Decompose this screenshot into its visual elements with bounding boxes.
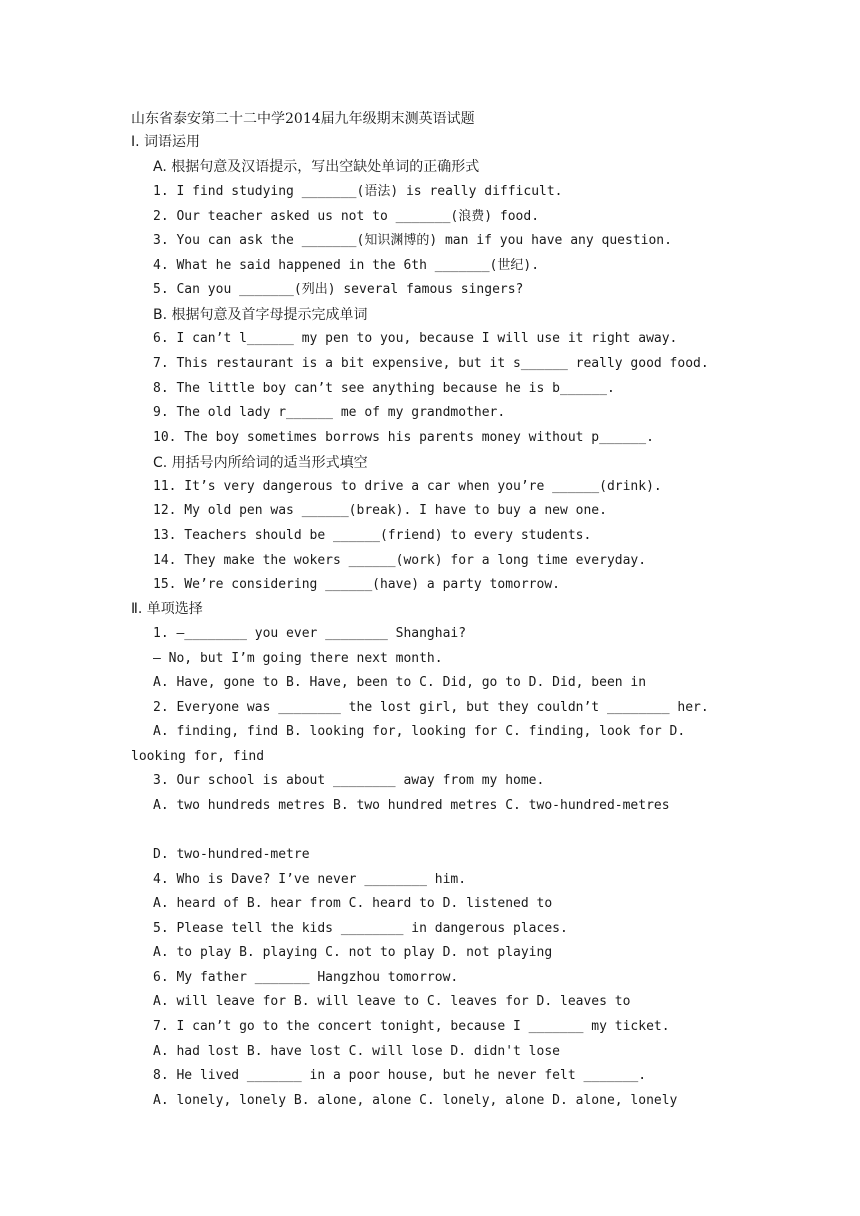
question-line: 9. The old lady r______ me of my grandmother. [153,405,506,420]
question-line: 1. I find studying _______(语法) is really difficult. [153,184,563,199]
question-line: 3. Our school is about ________ away from my home. [153,773,545,788]
question-line: 4. What he said happened in the 6th _______(世纪). [153,258,540,273]
question-line: 5. Can you _______(列出) several famous singers? [153,282,524,297]
options-line-continued: D. two-hundred-metre [153,847,310,862]
options-line: A. Have, gone to B. Have, been to C. Did, go to D. Did, been in [153,675,647,690]
options-line-continued: looking for, find [131,749,265,764]
page-title: 山东省泰安第二十二中学2014届九年级期末测英语试题 [131,111,475,127]
question-line: 11. It’s very dangerous to drive a car when you’re ______(drink). [153,479,662,494]
question-line: 6. I can’t l______ my pen to you, because I will use it right away. [153,331,678,346]
part-c-heading: C. 用括号内所给词的适当形式填空 [153,455,368,471]
options-line: A. will leave for B. will leave to C. leaves for D. leaves to [153,994,631,1009]
question-line: 3. You can ask the _______(知识渊博的) man if you have any question. [153,233,672,248]
options-line: A. heard of B. hear from C. heard to D. listened to [153,896,553,911]
options-line: A. to play B. playing C. not to play D. not playing [153,945,553,960]
question-line: 2. Everyone was ________ the lost girl, but they couldn’t ________ her. [153,700,709,715]
question-line: 1. —________ you ever ________ Shanghai? [153,626,467,641]
question-line: 7. This restaurant is a bit expensive, but it s______ really good food. [153,356,709,371]
options-line: A. had lost B. have lost C. will lose D. didn't lose [153,1044,560,1059]
answer-line: — No, but I’m going there next month. [153,651,443,666]
question-line: 14. They make the wokers ______(work) for a long time everyday. [153,553,647,568]
section-1-heading: Ⅰ. 词语运用 [131,134,201,150]
options-line: A. finding, find B. looking for, looking for C. finding, look for D. [153,724,686,739]
question-line: 15. We’re considering ______(have) a party tomorrow. [153,577,560,592]
question-line: 8. He lived _______ in a poor house, but he never felt _______. [153,1068,647,1083]
options-line: A. lonely, lonely B. alone, alone C. lonely, alone D. alone, lonely [153,1093,678,1108]
question-line: 4. Who is Dave? I’ve never ________ him. [153,872,467,887]
part-b-heading: B. 根据句意及首字母提示完成单词 [153,307,368,323]
options-line: A. two hundreds metres B. two hundred metres C. two-hundred-metres [153,798,670,813]
question-line: 7. I can’t go to the concert tonight, because I _______ my ticket. [153,1019,670,1034]
question-line: 6. My father _______ Hangzhou tomorrow. [153,970,459,985]
question-line: 2. Our teacher asked us not to _______(浪费) food. [153,209,540,224]
question-line: 10. The boy sometimes borrows his parents money without p______. [153,430,654,445]
question-line: 13. Teachers should be ______(friend) to every students. [153,528,592,543]
question-line: 8. The little boy can’t see anything because he is b______. [153,381,615,396]
part-a-heading: A. 根据句意及汉语提示，写出空缺处单词的正确形式 [153,159,480,175]
question-line: 5. Please tell the kids ________ in dangerous places. [153,921,568,936]
section-2-heading: Ⅱ. 单项选择 [131,601,203,617]
question-line: 12. My old pen was ______(break). I have to buy a new one. [153,503,607,518]
